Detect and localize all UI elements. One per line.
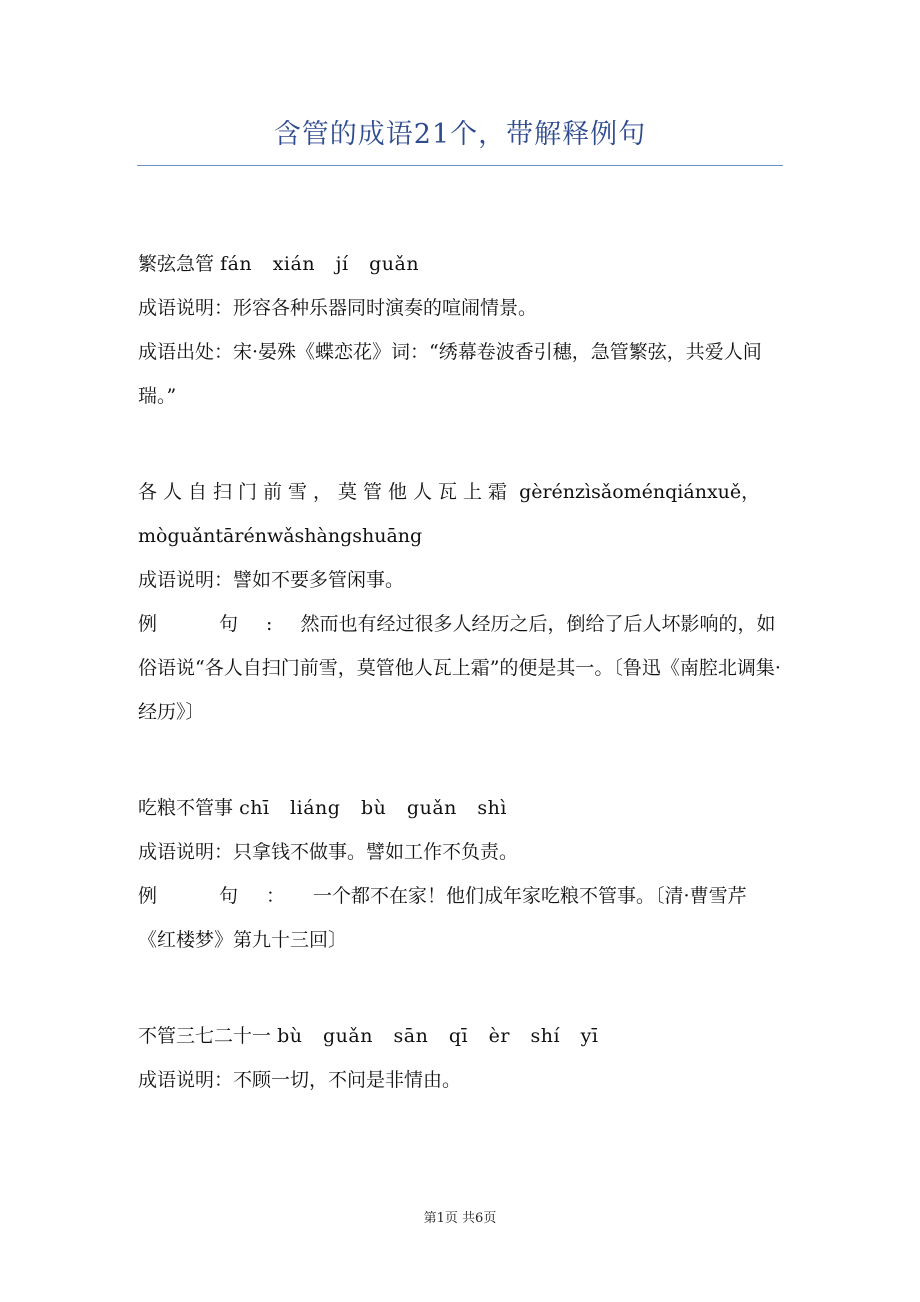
idiom-text: 繁弦急管 — [138, 253, 215, 275]
idiom-explanation: 成语说明：形容各种乐器同时演奏的喧闹情景。 — [138, 297, 538, 319]
idiom-heading — [138, 470, 784, 514]
idiom-pinyin-continued: mòguǎntārénwǎshàngshuāng — [138, 525, 423, 547]
page-footer: 第1页 共6页 — [423, 1211, 497, 1226]
idiom-entry — [138, 786, 784, 962]
example-text: 然而也有经过很多人经历之后，倒给了后人坏影响的，如俗语说“各人自扫门前雪，莫管他人瓦上霜”的便是其一。〔鲁迅《南腔北调集·经历》〕 — [138, 613, 781, 723]
example-label: 例 句： — [138, 885, 314, 907]
example-text: 一个都不在家！他们成年家吃粮不管事。〔清·曹雪芹《红楼梦》第九十三回〕 — [138, 885, 747, 951]
idiom-explanation: 成语说明：不顾一切，不问是非情由。 — [138, 1069, 462, 1091]
document-body — [138, 242, 784, 1154]
idiom-pinyin: fán xián jí guǎn — [220, 253, 420, 275]
idiom-entry — [138, 242, 784, 418]
idiom-example — [138, 874, 784, 962]
idiom-pinyin: gèrénzìsǎoménqiánxuě， — [519, 481, 761, 503]
idiom-text: 各人自扫门前雪，莫管他人瓦上霜 — [138, 481, 514, 503]
idiom-text: 吃粮不管事 — [138, 797, 234, 819]
idiom-pinyin: bù guǎn sān qī èr shí yī — [277, 1025, 599, 1047]
idiom-explanation: 成语说明：只拿钱不做事。譬如工作不负责。 — [138, 841, 519, 863]
idiom-example — [138, 602, 784, 734]
example-label: 例 句: — [138, 613, 301, 635]
idiom-heading — [138, 242, 784, 286]
idiom-entry — [138, 470, 784, 734]
idiom-heading — [138, 786, 784, 830]
title-divider — [137, 165, 783, 166]
idiom-heading — [138, 1014, 784, 1058]
page-title: 含管的成语21个，带解释例句 — [273, 119, 647, 150]
idiom-source: 成语出处：宋·晏殊《蝶恋花》词：“绣幕卷波香引穗，急管繁弦，共爱人间瑞。” — [138, 341, 762, 407]
idiom-text: 不管三七二十一 — [138, 1025, 272, 1047]
idiom-explanation: 成语说明：譬如不要多管闲事。 — [138, 569, 405, 591]
idiom-entry — [138, 1014, 784, 1102]
idiom-pinyin: chī liáng bù guǎn shì — [239, 797, 507, 819]
